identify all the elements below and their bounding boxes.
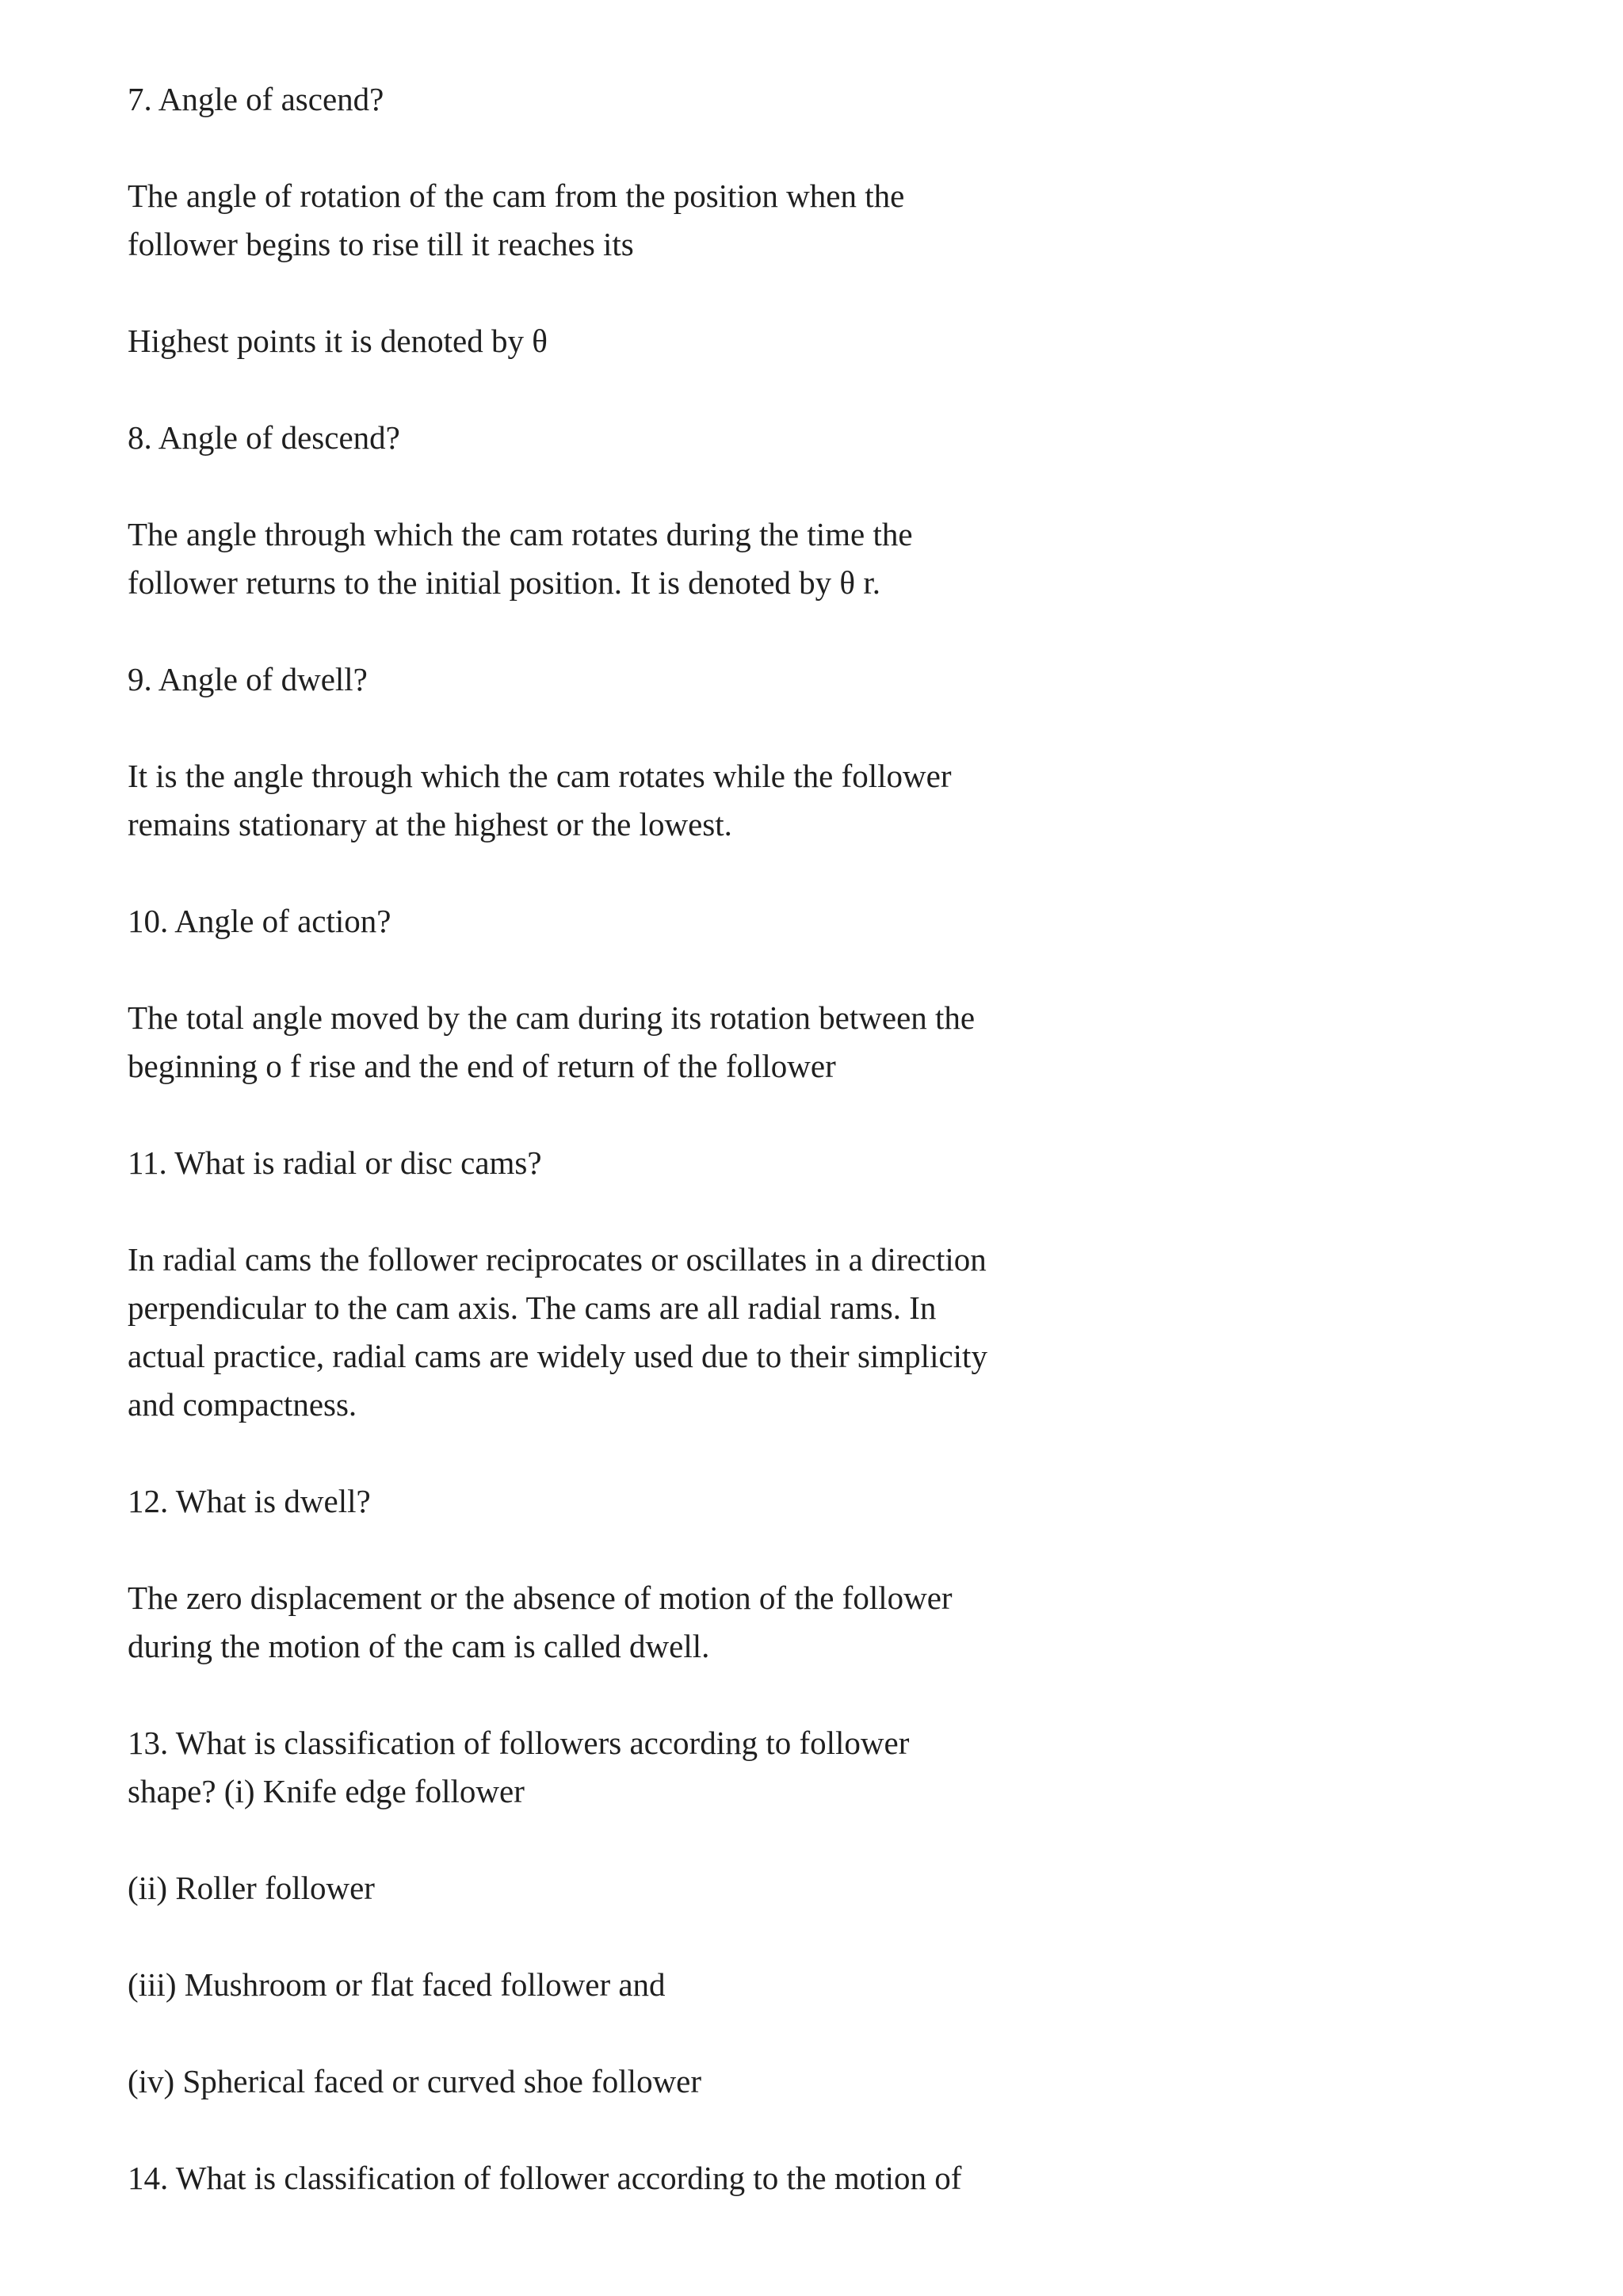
- question-13: [128, 1719, 1079, 1816]
- question-8: [128, 414, 1079, 462]
- text-line: beginning o f rise and the end of return of the follower: [128, 1048, 836, 1084]
- text-line: actual practice, radial cams are widely used due to their simplicity: [128, 1338, 987, 1374]
- answer-13-item-iv: [128, 2057, 1079, 2106]
- text-line: The total angle moved by the cam during its rotation between the: [128, 999, 976, 1036]
- text-line: (iii) Mushroom or flat faced follower and: [128, 1966, 666, 2003]
- answer-13-item-ii: [128, 1864, 1079, 1912]
- answer-12: [128, 1574, 1079, 1671]
- text-line: 11. What is radial or disc cams?: [128, 1144, 542, 1181]
- text-line: Highest points it is denoted by θ: [128, 323, 548, 359]
- text-line: In radial cams the follower reciprocates or oscillates in a direction: [128, 1241, 987, 1278]
- text-line: during the motion of the cam is called dwell.: [128, 1628, 710, 1664]
- text-line: The angle through which the cam rotates during the time the: [128, 516, 913, 552]
- text-line: and compactness.: [128, 1386, 357, 1423]
- question-7: [128, 75, 1079, 124]
- text-line: The angle of rotation of the cam from the position when the: [128, 178, 905, 214]
- text-line: 10. Angle of action?: [128, 903, 391, 939]
- question-11: [128, 1139, 1079, 1187]
- document-body: [128, 75, 1079, 2202]
- answer-7-continued: [128, 317, 1079, 365]
- question-12: [128, 1477, 1079, 1526]
- answer-10: [128, 994, 1079, 1091]
- text-line: 7. Angle of ascend?: [128, 81, 384, 117]
- text-line: perpendicular to the cam axis. The cams are all radial rams. In: [128, 1289, 937, 1326]
- text-line: follower begins to rise till it reaches its: [128, 226, 634, 262]
- question-9: [128, 655, 1079, 704]
- text-line: 12. What is dwell?: [128, 1483, 371, 1519]
- text-line: It is the angle through which the cam rotates while the follower: [128, 758, 952, 794]
- text-line: (ii) Roller follower: [128, 1870, 375, 1906]
- text-line: 8. Angle of descend?: [128, 419, 400, 456]
- text-line: 9. Angle of dwell?: [128, 661, 368, 697]
- text-line: shape? (i) Knife edge follower: [128, 1773, 525, 1809]
- answer-8: [128, 510, 1079, 607]
- text-line: remains stationary at the highest or the lowest.: [128, 806, 732, 842]
- answer-9: [128, 752, 1079, 849]
- answer-7: [128, 172, 1079, 269]
- text-line: (iv) Spherical faced or curved shoe follower: [128, 2063, 702, 2099]
- answer-11: [128, 1236, 1079, 1429]
- answer-13-item-iii: [128, 1961, 1079, 2009]
- text-line: 13. What is classification of followers according to follower: [128, 1725, 910, 1761]
- question-14: [128, 2154, 1079, 2202]
- text-line: follower returns to the initial position. It is denoted by θ r.: [128, 564, 880, 601]
- text-line: The zero displacement or the absence of motion of the follower: [128, 1580, 953, 1616]
- question-10: [128, 897, 1079, 946]
- text-line: 14. What is classification of follower according to the motion of: [128, 2160, 962, 2196]
